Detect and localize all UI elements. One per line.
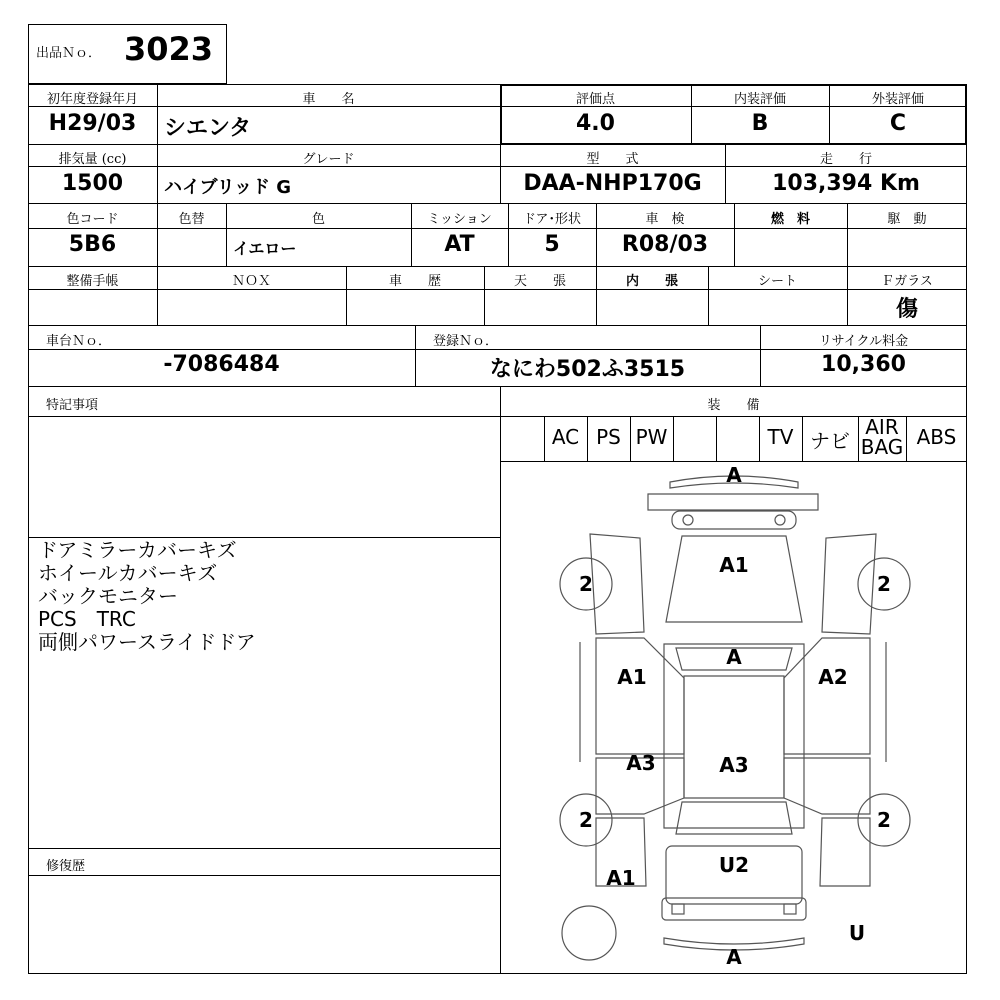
wheel-front-right: 2 [877, 572, 891, 596]
interior-value: B [751, 111, 769, 136]
equipment-tv: TV [767, 425, 794, 449]
damage-mark-rear-gate: U2 [718, 853, 750, 877]
equipment-ps: PS [596, 425, 621, 449]
equipment-label: 装 備 [707, 398, 760, 413]
equipment-ac: AC [551, 425, 580, 449]
mission-label: ミッション [427, 212, 492, 227]
maintenance-label: 整備手帳 [66, 274, 119, 289]
damage-mark-roof: A3 [719, 753, 749, 777]
lot-number: 3023 [124, 30, 214, 68]
mileage-value: 103,394 Km [772, 171, 920, 196]
color-value: イエロー [233, 239, 297, 258]
damage-mark-right-front-door: A2 [818, 665, 848, 689]
sunroof-label: 天 張 [513, 274, 566, 289]
mileage-label: 走 行 [819, 152, 872, 167]
drive-label: 駆 動 [887, 212, 927, 227]
first-reg-label: 初年度登録年月 [46, 92, 138, 107]
model-label: 型 式 [586, 152, 639, 167]
wheel-rear-right: 2 [877, 808, 891, 832]
recycle-value: 10,360 [821, 352, 906, 377]
equipment-abs: ABS [916, 425, 957, 449]
car-name-label: 車 名 [302, 92, 355, 107]
score-label: 評価点 [575, 92, 615, 107]
remark-line: ホイールカバーキズ [38, 561, 218, 585]
color-code-label: 色コード [66, 212, 119, 227]
seat-label: シート [757, 274, 797, 289]
repair-label: 修復歴 [46, 859, 86, 874]
car-name-value: シエンタ [164, 116, 252, 141]
exterior-label: 外装評価 [871, 92, 924, 107]
chassis-value: -7086484 [163, 352, 280, 377]
wheel-front-left: 2 [579, 572, 593, 596]
damage-mark-rear-right: U [848, 921, 866, 945]
grade-value: ハイブリッド G [164, 177, 292, 198]
recycle-label: リサイクル料金 [818, 334, 909, 349]
door-label: ドア･形状 [522, 212, 582, 227]
remarks-label: 特記事項 [46, 398, 99, 413]
plate-value: なにわ502ふ3515 [489, 357, 686, 382]
chassis-label: 車台Ｎｏ． [46, 334, 112, 349]
remark-line: PCS TRC [38, 607, 136, 631]
car-damage-diagram [500, 462, 966, 973]
exterior-value: C [889, 111, 907, 136]
fglass-label: Ｆガラス [881, 274, 933, 289]
damage-mark-front-bumper: A [726, 463, 742, 487]
inspection-label: 車 検 [645, 212, 685, 227]
inner-label: 内 張 [625, 274, 678, 289]
score-value: 4.0 [576, 111, 615, 136]
plate-label: 登録Ｎｏ． [433, 334, 499, 349]
displacement-label: 排気量 (cc) [58, 152, 127, 167]
inspection-value: R08/03 [621, 232, 709, 257]
damage-mark-roof-front: A [726, 645, 742, 669]
equipment-pw: PW [635, 425, 668, 449]
equipment-airbag: AIR BAG [860, 415, 904, 459]
wheel-rear-left: 2 [579, 808, 593, 832]
damage-mark-left-rear-quarter: A1 [606, 866, 636, 890]
remark-line: バックモニター [38, 584, 178, 608]
fglass-value: 傷 [895, 296, 918, 322]
damage-mark-hood: A1 [719, 553, 749, 577]
first-reg-value: H29/03 [48, 111, 137, 136]
mission-value: AT [444, 232, 475, 257]
lot-label: 出品Ｎｏ． [36, 46, 102, 61]
color-code-value: 5B6 [68, 232, 117, 257]
repaint-label: 色替 [178, 212, 205, 227]
fuel-label: 燃 料 [770, 212, 810, 227]
history-label: 車 歴 [388, 274, 441, 289]
remark-line: ドアミラーカバーキズ [38, 538, 237, 562]
equipment-navi: ナビ [810, 429, 850, 453]
nox-label: ＮＯＸ [231, 274, 271, 289]
model-value: DAA-NHP170G [523, 171, 702, 196]
damage-mark-left-front-door: A1 [617, 665, 647, 689]
interior-label: 内装評価 [733, 92, 786, 107]
color-label: 色 [311, 212, 325, 227]
damage-mark-rear-bumper: A [726, 945, 742, 969]
damage-mark-left-rear-door: A3 [626, 751, 656, 775]
remarks-text [38, 539, 256, 654]
remark-line: 両側パワースライドドア [38, 630, 256, 654]
door-value: 5 [544, 232, 560, 257]
displacement-value: 1500 [61, 171, 124, 196]
grade-label: グレード [302, 152, 355, 167]
